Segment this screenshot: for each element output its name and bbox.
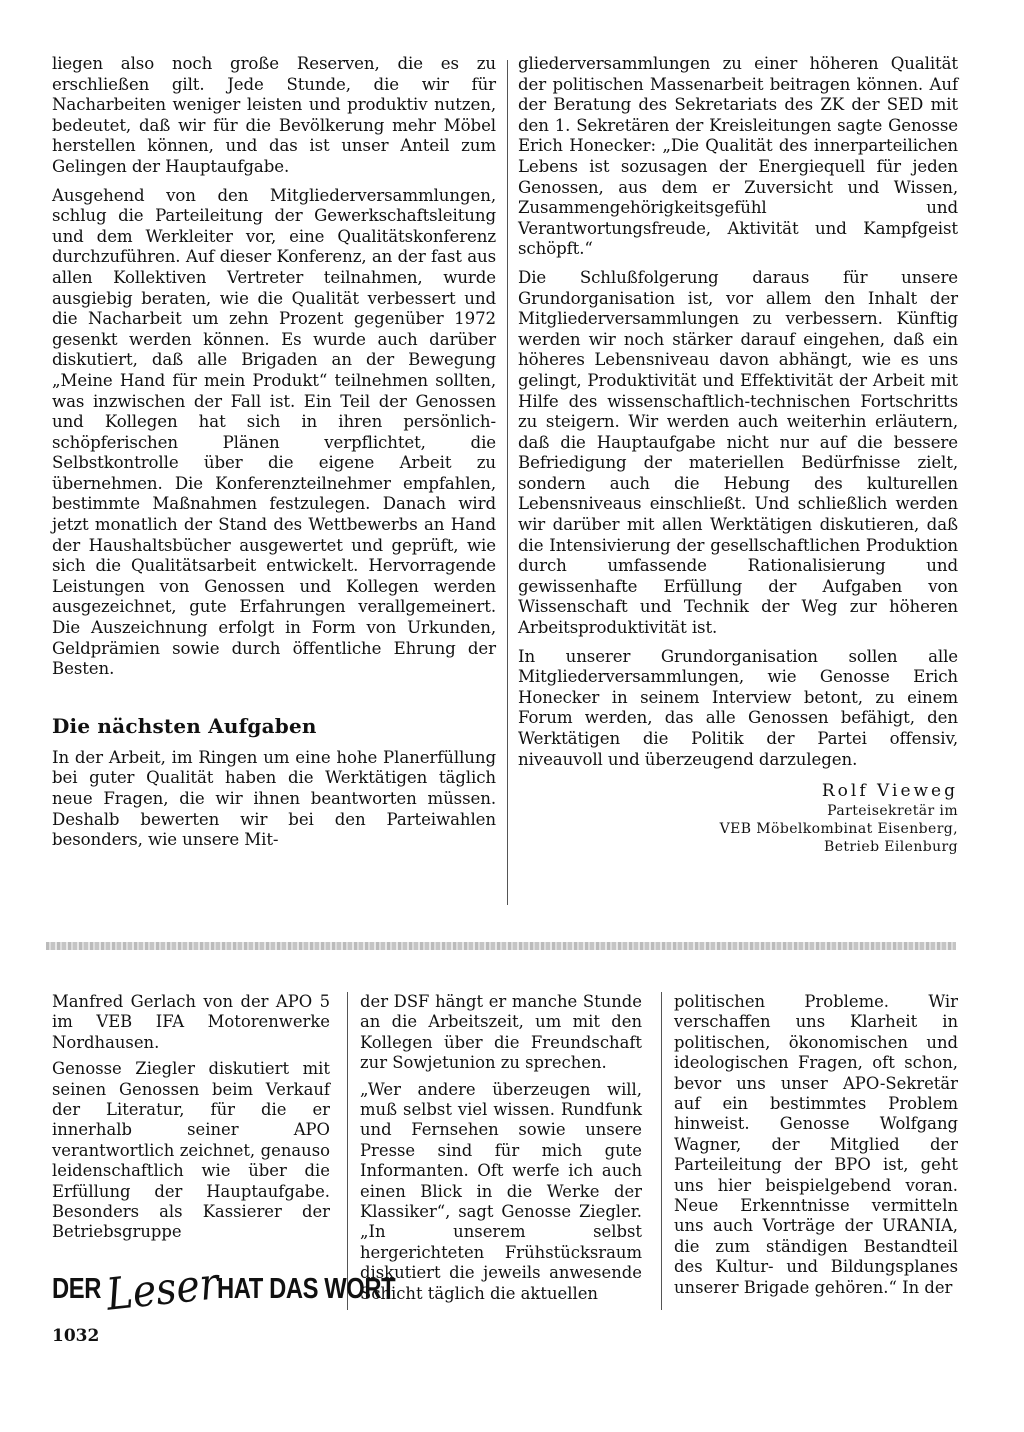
- logo-script-text: Leser: [103, 1257, 221, 1321]
- letter-column-2: [360, 992, 642, 1310]
- paragraph: liegen also noch große Reserven, die es zu erschließen gilt. Jede Stunde, die wir für Nacharbeiten weniger leisten und produktiv nutzen, bedeutet, daß wir für die Bevölkerung mehr Möbel herstellen können, und das ist unser Anteil zum Gelingen der Hauptaufgabe.: [52, 54, 496, 176]
- paragraph: Die Schlußfolgerung daraus für unsere Grundorganisation ist, vor allem den Inhalt der Mitgliederversammlungen zu verbessern. Künftig werden wir noch stärker darauf eingehen, daß ein höheres Lebensniveau davon abhängt, wie es uns gelingt, Produktivität und Effektivität der Arbeit mit Hilfe des wissenschaftlich-technischen Fortschritts zu steigern. Wir werden auch weiterhin erläutern, daß die Hauptaufgabe nicht nur auf die bessere Befriedigung der materiellen Bedürfnisse zielt, sondern auch die Hebung des kulturellen Lebensniveaus einschließt. Und schließlich werden wir darüber mit allen Werktätigen diskutieren, daß die Intensivierung der gesellschaftlichen Produktion durch umfassende Rationalisierung und gewissenhafte Erfüllung der Aufgaben von Wissenschaft und Technik der Weg zur höheren Arbeitsproduktivität ist.: [518, 267, 958, 638]
- author-title: Parteisekretär im: [827, 803, 958, 820]
- section-separator-band: [46, 942, 956, 950]
- column-divider: [347, 992, 348, 1310]
- logo-text-right: HAT DAS WORT: [216, 1272, 395, 1305]
- section-logo: [52, 1257, 395, 1321]
- paragraph: gliederversammlungen zu einer höheren Qualität der politischen Massenarbeit beitragen können. Auf der Beratung des Sekretariats des ZK der SED mit den 1. Sekretären der Kreisleitungen sagte Genosse Erich Honecker: „Die Qualität des innerparteilichen Lebens ist sozusagen der Energiequell für jeden Genossen, aus dem er Zuversicht und Wissen, Zusammengehörigkeitsgefühl und Verantwortungsfreude, Aktivität und Kampfgeist schöpft.“: [518, 54, 958, 259]
- page-number: 1032: [52, 1326, 100, 1346]
- letter-column-3: [674, 992, 958, 1304]
- paragraph: politischen Probleme. Wir verschaffen uns Klarheit in politischen, ökonomischen und ideologischen Fragen, oft schon, bevor uns unser APO-Sekretär auf ein bestimmtes Problem hinweist. Genosse Wolfgang Wagner, der Mitglied der Parteileitung der BPO ist, geht uns hier beispielgebend voran. Neue Erkenntnisse vermitteln uns auch Vorträge der URANIA, die zum ständigen Bestandteil des Kultur- und Bildungsplanes unserer Brigade gehören.“ In der: [674, 992, 958, 1297]
- column-divider: [661, 992, 662, 1310]
- article-column-left: [52, 54, 496, 859]
- paragraph: In der Arbeit, im Ringen um eine hohe Planerfüllung bei guter Qualität haben die Werktätigen täglich neue Fragen, die wir ihnen beantworten müssen. Deshalb bewerten wir bei den Parteiwahlen besonders, wie unsere Mit-: [52, 747, 496, 850]
- paragraph: Genosse Ziegler diskutiert mit seinen Genossen beim Verkauf der Literatur, für die er innerhalb seiner APO verantwortlich zeichnet, genauso leidenschaftlich wie über die Erfüllung der Hauptaufgabe. Besonders als Kassierer der Betriebsgruppe: [52, 1059, 330, 1242]
- paragraph: der DSF hängt er manche Stunde an die Arbeitszeit, um mit den Kollegen über die Freundschaft zur Sowjetunion zu sprechen.: [360, 992, 642, 1073]
- author-signature: [518, 780, 958, 856]
- letter-column-1: [52, 992, 330, 1249]
- paragraph: Ausgehend von den Mitgliederversammlungen, schlug die Parteileitung der Gewerkschaftsleitung und dem Werkleiter vor, eine Qualitätskonferenz durchzuführen. Auf dieser Konferenz, an der fast aus allen Kollektiven Vertreter teilnahmen, wurde ausgiebig beraten, wie die Qualität verbessert und die Nacharbeit um zehn Prozent gegenüber 1972 gesenkt werden können. Es wurde auch darüber diskutiert, daß alle Brigaden an der Bewegung „Meine Hand für mein Produkt“ teilnehmen sollten, was inzwischen der Fall ist. Ein Teil der Genossen und Kollegen hat sich in ihren persönlich-schöpferischen Plänen verpflichtet, die Selbstkontrolle über die eigene Arbeit zu übernehmen. Die Konferenzteilnehmer empfahlen, bestimmte Maßnahmen festzulegen. Danach wird jetzt monatlich der Stand des Wettbewerbs an Hand der Haushaltsbücher ausgewertet und geprüft, wie sich die Qualitätsarbeit entwickelt. Hervorragende Leistungen von Genossen und Kollegen werden ausgezeichnet, gute Erfahrungen verallgemeinert. Die Auszeichnung erfolgt in Form von Urkunden, Geldprämien sowie durch öffentliche Ehrung der Besten.: [52, 185, 496, 679]
- section-heading: Die nächsten Aufgaben: [52, 713, 317, 738]
- paragraph: In unserer Grundorganisation sollen alle Mitgliederversammlungen, wie Genosse Erich Honecker in seinem Interview betont, zu einem Forum werden, das alle Genossen befähigt, den Werktätigen die Politik der Partei offensiv, niveauvoll und überzeugend darzulegen.: [518, 646, 958, 769]
- author-plant: Betrieb Eilenburg: [824, 839, 958, 856]
- logo-text-left: DER: [52, 1272, 101, 1305]
- paragraph: Manfred Gerlach von der APO 5 im VEB IFA Motorenwerke Nordhausen.: [52, 992, 330, 1052]
- column-divider: [507, 60, 508, 905]
- paragraph: „Wer andere überzeugen will, muß selbst viel wissen. Rundfunk und Fernsehen sowie unsere Presse sind für mich gute Informanten. Oft werfe ich auch einen Blick in die Werke der Klassiker“, sagt Genosse Ziegler. „In unserem selbst hergerichteten Frühstücksraum diskutiert die jeweils anwesende Schicht täglich die aktuellen: [360, 1079, 642, 1303]
- article-column-right: [518, 54, 958, 856]
- author-name: Rolf Vieweg: [821, 781, 958, 802]
- author-company: VEB Möbelkombinat Eisenberg,: [719, 821, 958, 838]
